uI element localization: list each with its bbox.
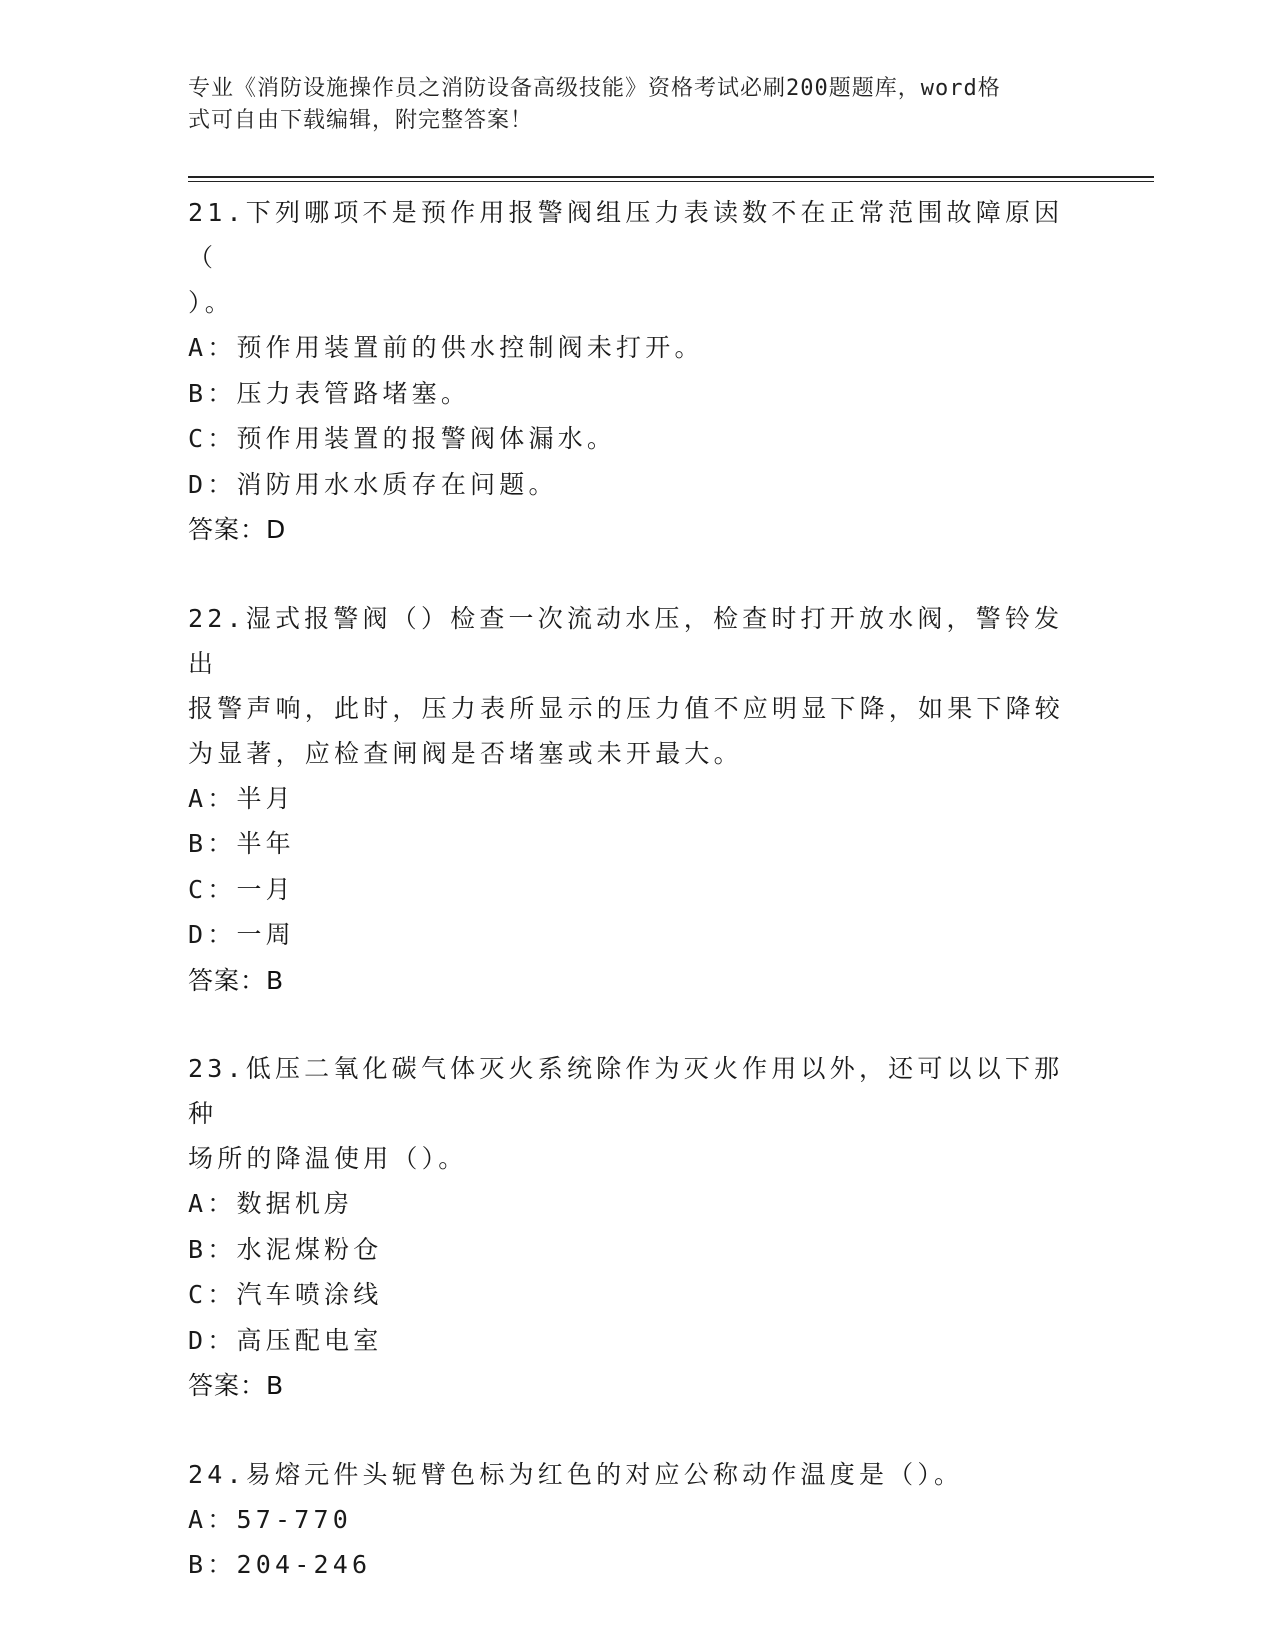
option-c: C：一月 <box>188 874 295 904</box>
answer-label: 答案：B <box>188 965 285 995</box>
option-b: B：204-246 <box>188 1550 372 1579</box>
header-line-2: 式可自由下载编辑，附完整答案！ <box>188 108 534 133</box>
answer-label: 答案：B <box>188 1371 285 1400</box>
option-b: B：水泥煤粉仓 <box>188 1234 383 1264</box>
question-text-line: 场所的降温使用（）。 <box>188 1144 468 1173</box>
option-b: B：压力表管路堵塞。 <box>188 378 471 408</box>
option-d: D：消防用水水质存在问题。 <box>188 469 558 499</box>
question-text-line: 24.易熔元件头轭臂色标为红色的对应公称动作温度是（）。 <box>188 1459 964 1489</box>
question-text-line: 22.湿式报警阀（）检查一次流动水压，检查时打开放水阀，警铃发出 <box>188 603 1064 678</box>
option-d: D：高压配电室 <box>188 1325 383 1355</box>
question-list <box>188 190 1088 1631</box>
header-line-1: 专业《消防设施操作员之消防设备高级技能》资格考试必刷200题题库，word格 <box>188 76 1001 101</box>
option-c: C：汽车喷涂线 <box>188 1280 383 1309</box>
header-divider-thin <box>188 181 1154 182</box>
option-b: B：半年 <box>188 829 295 858</box>
option-a: A：预作用装置前的供水控制阀未打开。 <box>188 333 704 362</box>
question-21 <box>188 190 1088 553</box>
option-a: A：数据机房 <box>188 1189 354 1218</box>
option-d: D：一周 <box>188 920 295 949</box>
option-a: A：半月 <box>188 783 295 813</box>
document-header <box>188 73 1068 137</box>
question-text-line: 为显著，应检查闸阀是否堵塞或未开最大。 <box>188 738 743 768</box>
answer-label: 答案：D <box>188 515 287 544</box>
option-a: A：57-770 <box>188 1504 352 1534</box>
question-text-line: 23.低压二氧化碳气体灭火系统除作为灭火作用以外，还可以以下那种 <box>188 1054 1064 1128</box>
question-text-line: ）。 <box>188 288 234 317</box>
option-c: C：预作用装置的报警阀体漏水。 <box>188 424 617 453</box>
question-text-line: 21.下列哪项不是预作用报警阀组压力表读数不在正常范围故障原因（ <box>188 198 1064 272</box>
question-text-line: 报警声响，此时，压力表所显示的压力值不应明显下降，如果下降较 <box>188 693 1065 723</box>
question-24 <box>188 1452 1088 1588</box>
header-divider-thick <box>188 176 1154 178</box>
question-22 <box>188 596 1088 1004</box>
question-23 <box>188 1046 1088 1409</box>
